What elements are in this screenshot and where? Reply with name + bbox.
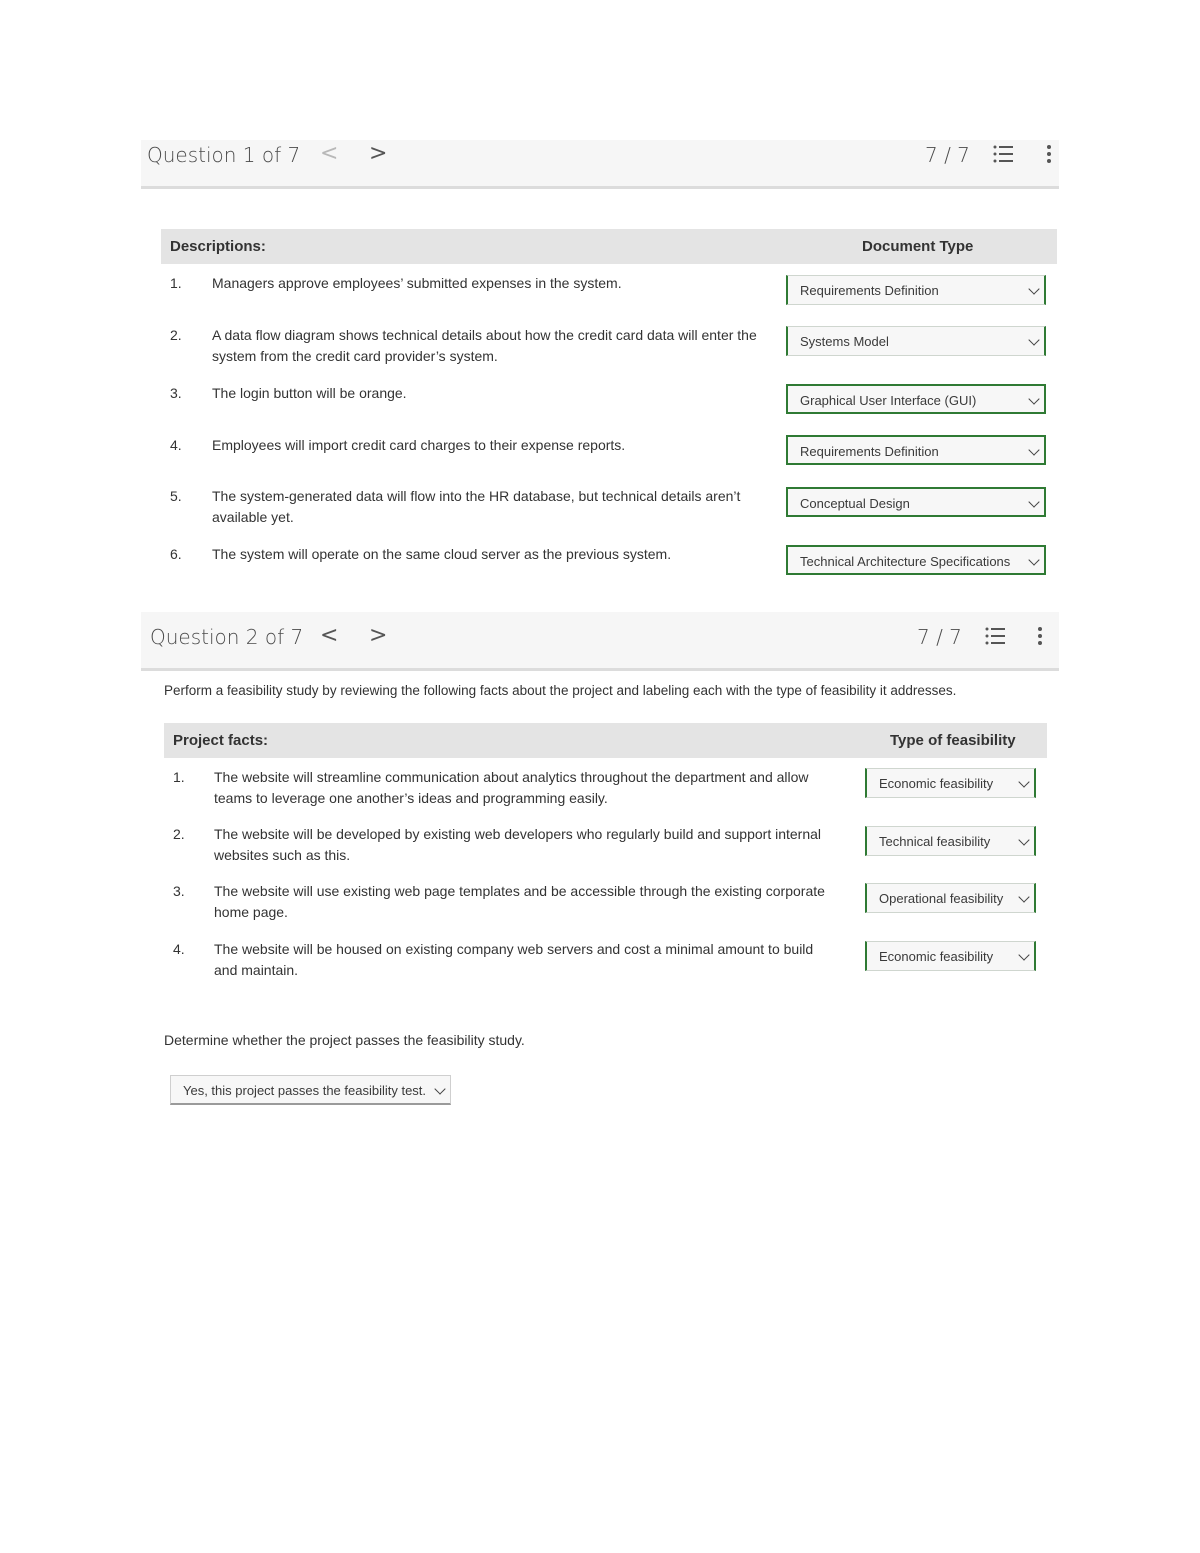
q2-header-project-facts: Project facts:: [173, 732, 269, 749]
chevron-down-icon: [1018, 834, 1029, 845]
row-description: Employees will import credit card charges to their expense reports.: [212, 437, 626, 453]
select-value: Operational feasibility: [879, 891, 1004, 906]
select-value: Systems Model: [800, 334, 889, 349]
select-value: Technical feasibility: [879, 834, 991, 849]
chevron-down-icon: [1028, 444, 1039, 455]
question-1-score: 7 / 7: [925, 143, 970, 167]
question-2-title: Question 2 of 7: [150, 625, 304, 649]
more-vertical-icon[interactable]: [1045, 145, 1053, 165]
select-value: Economic feasibility: [879, 949, 994, 964]
chevron-left-icon: <: [320, 141, 339, 166]
document-type-select[interactable]: [786, 275, 1046, 305]
next-question-button[interactable]: [369, 141, 387, 166]
question-1-title: Question 1 of 7: [147, 143, 301, 167]
row-number: 4.: [173, 941, 185, 957]
determine-prompt: Determine whether the project passes the feasibility study.: [164, 1032, 525, 1048]
question-2-instruction: Perform a feasibility study by reviewing the following facts about the project and labeling each with the type of feasibility it addresses.: [164, 683, 957, 698]
q2-table-header: [164, 723, 1047, 758]
select-value: Conceptual Design: [800, 496, 910, 511]
select-value: Economic feasibility: [879, 776, 994, 791]
select-value: Graphical User Interface (GUI): [800, 393, 977, 408]
row-description: The login button will be orange.: [212, 385, 407, 401]
chevron-down-icon: [1028, 393, 1039, 404]
row-number: 6.: [170, 546, 182, 562]
select-value: Requirements Definition: [800, 444, 939, 459]
prev-question-button[interactable]: [320, 141, 338, 166]
row-description: Managers approve employees’ submitted expenses in the system.: [212, 275, 622, 291]
row-description: The system will operate on the same cloud server as the previous system.: [212, 546, 672, 562]
feasibility-type-select[interactable]: [865, 826, 1036, 856]
row-fact: The website will be housed on existing company web servers and cost a minimal amount to build and maintain.: [214, 941, 814, 978]
chevron-down-icon: [1018, 949, 1029, 960]
row-fact: The website will streamline communication about analytics throughout the department and allow teams to leverage one another’s ideas and programming easily.: [214, 769, 809, 806]
feasibility-type-select[interactable]: [865, 768, 1036, 798]
document-type-select[interactable]: [786, 487, 1046, 517]
row-number: 1.: [173, 769, 185, 785]
row-number: 5.: [170, 488, 182, 504]
prev-question-button[interactable]: [320, 623, 338, 648]
row-description: A data flow diagram shows technical details about how the credit card data will enter the system from the credit card provider’s system.: [212, 327, 757, 364]
more-vertical-icon[interactable]: [1036, 627, 1044, 647]
row-number: 1.: [170, 275, 182, 291]
document-type-select[interactable]: [786, 326, 1046, 356]
question-list-icon[interactable]: [992, 144, 1014, 164]
next-question-button[interactable]: [369, 623, 387, 648]
q1-table-header: [161, 229, 1057, 264]
select-value: Yes, this project passes the feasibility test.: [183, 1083, 427, 1098]
row-description: The system-generated data will flow into the HR database, but technical details aren’t available yet.: [212, 488, 741, 525]
chevron-down-icon: [434, 1083, 445, 1094]
feasibility-type-select[interactable]: [865, 883, 1036, 913]
chevron-down-icon: [1028, 554, 1039, 565]
chevron-left-icon: <: [320, 623, 339, 648]
q1-header-document-type: Document Type: [862, 238, 974, 255]
row-number: 3.: [173, 883, 185, 899]
chevron-down-icon: [1018, 891, 1029, 902]
feasibility-type-select[interactable]: [865, 941, 1036, 971]
row-fact: The website will be developed by existing web developers who regularly build and support internal websites such as this.: [214, 826, 822, 863]
q2-header-feasibility-type: Type of feasibility: [890, 732, 1016, 749]
row-number: 2.: [170, 327, 182, 343]
select-value: Technical Architecture Specifications: [800, 554, 1011, 569]
chevron-down-icon: [1028, 334, 1039, 345]
q1-header-descriptions: Descriptions:: [170, 238, 266, 255]
question-2-score: 7 / 7: [917, 625, 962, 649]
chevron-down-icon: [1028, 496, 1039, 507]
select-value: Requirements Definition: [800, 283, 939, 298]
document-type-select[interactable]: [786, 384, 1046, 414]
row-number: 2.: [173, 826, 185, 842]
row-number: 4.: [170, 437, 182, 453]
question-list-icon[interactable]: [984, 626, 1006, 646]
pass-feasibility-select[interactable]: [170, 1075, 451, 1105]
chevron-down-icon: [1028, 283, 1039, 294]
chevron-down-icon: [1018, 776, 1029, 787]
document-type-select[interactable]: [786, 435, 1046, 465]
row-fact: The website will use existing web page templates and be accessible through the existing corporate home page.: [214, 883, 825, 920]
document-type-select[interactable]: [786, 545, 1046, 575]
chevron-right-icon: >: [369, 623, 388, 648]
row-number: 3.: [170, 385, 182, 401]
chevron-right-icon: >: [369, 141, 388, 166]
